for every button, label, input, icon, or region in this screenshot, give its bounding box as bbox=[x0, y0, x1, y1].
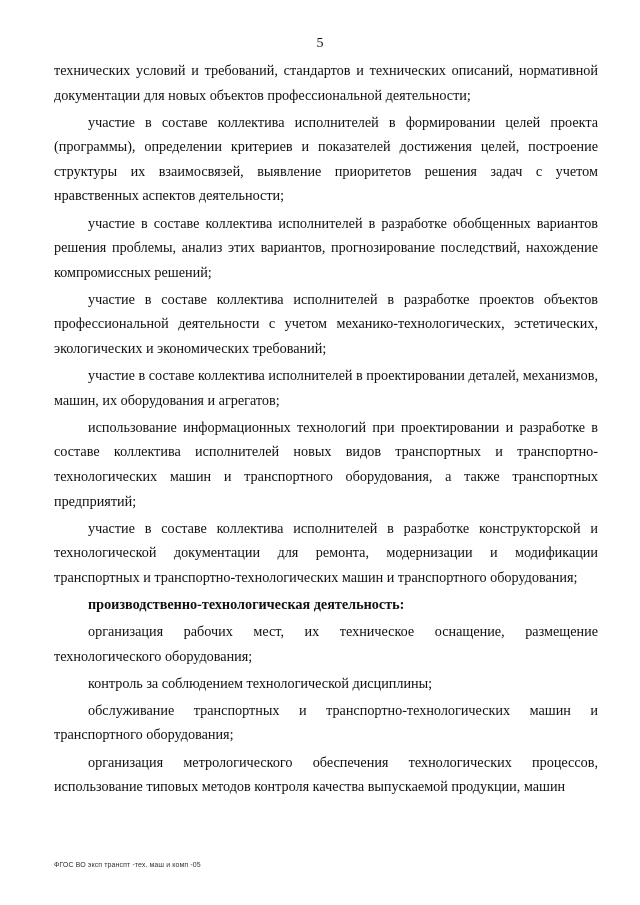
paragraph: обслуживание транспортных и транспортно-технологических машин и транспортного оборудования; bbox=[54, 702, 598, 744]
paragraph: участие в составе коллектива исполнителей в разработке проектов объектов профессиональной деятельности с учетом механико-технологических, эстетических, экологических и экономических требований; bbox=[54, 291, 598, 358]
document-body bbox=[54, 59, 598, 800]
paragraph: технических условий и требований, стандартов и технических описаний, нормативной документации для новых объектов профессиональной деятельности; bbox=[54, 63, 598, 104]
paragraph: использование информационных технологий при проектировании и разработке в составе коллектива исполнителей новых видов транспортных и транспортно-технологических машин и транспортного оборудования, а также транспортных предприятий; bbox=[54, 419, 598, 510]
page-number: 5 bbox=[316, 36, 324, 51]
paragraph: участие в составе коллектива исполнителей в формировании целей проекта (программы), определении критериев и показателей достижения целей, построение структуры их взаимосвязей, выявление приоритетов решения задач с учетом нравственных аспектов деятельности; bbox=[54, 114, 598, 205]
paragraph: участие в составе коллектива исполнителей в разработке обобщенных вариантов решения проблемы, анализ этих вариантов, прогнозирование последствий, нахождение компромиссных решений; bbox=[54, 215, 598, 281]
paragraph: организация метрологического обеспечения технологических процессов, использование типовых методов контроля качества выпускаемой продукции, машин bbox=[54, 754, 598, 796]
paragraph: организация рабочих мест, их техническое оснащение, размещение технологического оборудования; bbox=[54, 624, 598, 665]
paragraph: контроль за соблюдением технологической дисциплины; bbox=[88, 675, 433, 692]
page-footer: ФГОС ВО эксп транспт -тех. маш и комп -05 bbox=[54, 862, 201, 869]
paragraph: участие в составе коллектива исполнителей в проектировании деталей, механизмов, машин, их оборудования и агрегатов; bbox=[54, 368, 598, 409]
paragraph: участие в составе коллектива исполнителей в разработке конструкторской и технологической документации для ремонта, модернизации и модификации транспортных и транспортно-технологических машин и транспортного оборудования; bbox=[54, 520, 598, 586]
section-heading: производственно-технологическая деятельность: bbox=[88, 596, 405, 613]
